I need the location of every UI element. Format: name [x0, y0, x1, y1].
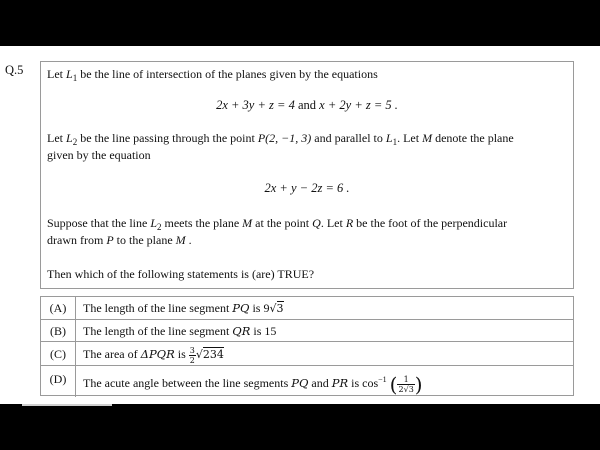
plane-m-equation: 2x + y − 2z = 6 . [264, 181, 350, 195]
option-label: (A) [41, 297, 76, 319]
question-number: Q.5 [5, 63, 24, 77]
video-bottom-letterbox [0, 404, 600, 450]
option-text: The length of the line segment QR is 15 [83, 324, 277, 338]
statement-line-4: Suppose that the line $L_2$ meets the plane M at the point Q. Let R be the foot of the perpendicular [47, 216, 508, 232]
option-a[interactable] [41, 297, 573, 319]
video-top-letterbox [0, 0, 600, 46]
option-b[interactable] [41, 319, 573, 341]
option-text: The length of the line segment PQ is 9√3 [83, 301, 284, 315]
option-label: (C) [41, 342, 76, 365]
option-d[interactable] [41, 365, 573, 397]
option-text: The area of ΔPQR is $\frac{3}{2}$ √234 [83, 345, 224, 365]
question-statement-box [40, 61, 574, 289]
statement-line-3: given by the equation [47, 148, 151, 162]
plane-equation-2: x + 2y + z = 5 . [319, 98, 398, 112]
plane-equations: 2x + 3y + z = 4 and x + 2y + z = 5 . [216, 98, 398, 112]
option-text: The acute angle between the line segments PQ and PR is $\cos^{-1}$ ( $\frac{1}{2√3}$ ) [83, 372, 423, 397]
option-label: (B) [41, 320, 76, 341]
video-progress-bar[interactable] [22, 404, 112, 406]
statement-line-5: drawn from P to the plane M . [47, 233, 192, 247]
plane-equation-1: 2x + 3y + z = 4 [216, 98, 295, 112]
option-c[interactable] [41, 341, 573, 365]
question-frame [0, 46, 600, 404]
statement-question-line: Then which of the following statements is (are) TRUE? [47, 267, 315, 281]
option-label: (D) [41, 366, 76, 397]
options-table [40, 296, 574, 396]
statement-line-1: Let $L_1$ be the line of intersection of the planes given by the equations [47, 67, 378, 83]
statement-line-2: Let $L_2$ be the line passing through the point P(2, −1, 3) and parallel to $L_1$. Let M denote the plane [47, 131, 514, 147]
